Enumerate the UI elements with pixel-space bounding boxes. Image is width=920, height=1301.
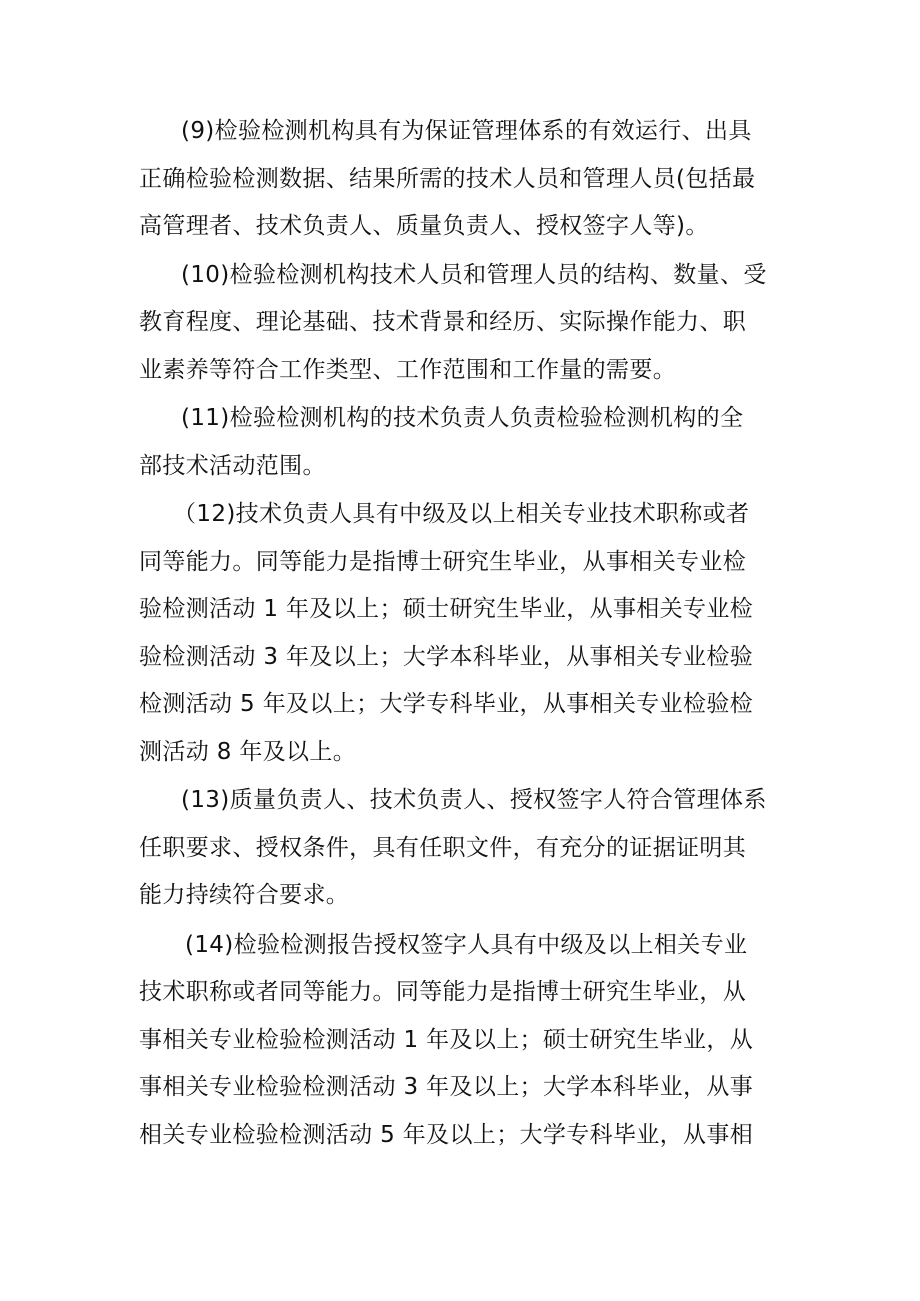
paragraph-10 [139,252,789,395]
paragraph-line: 验检测活动 1 年及以上；硕士研究生毕业，从事相关专业检 [139,596,754,622]
paragraph-line: (14)检验检测报告授权签字人具有中级及以上相关专业 [185,931,748,958]
document-body [139,108,789,1159]
paragraph-11 [139,395,789,490]
paragraph-line: 检测活动 5 年及以上；大学专科毕业，从事相关专业检验检 [139,691,754,717]
paragraph-line: (9)检验检测机构具有为保证管理体系的有效运行、出具 [181,118,752,144]
paragraph-line: 技术职称或者同等能力。同等能力是指博士研究生毕业，从 [139,979,747,1005]
paragraph-line: (11)检验检测机构的技术负责人负责检验检测机构的全 [181,405,744,431]
paragraph-line: （12)技术负责人具有中级及以上相关专业技术职称或者 [173,501,750,527]
paragraph-line: 部技术活动范围。 [139,452,326,479]
paragraph-line: 任职要求、授权条件，具有任职文件，有充分的证据证明其 [139,834,747,861]
paragraph-line: 正确检验检测数据、结果所需的技术人员和管理人员(包括最 [139,165,756,192]
paragraph-12 [139,491,789,776]
paragraph-13 [139,777,789,920]
paragraph-line: 测活动 8 年及以上。 [139,738,357,765]
paragraph-line: 业素养等符合工作类型、工作范围和工作量的需要。 [139,356,677,383]
paragraph-line: 同等能力。同等能力是指博士研究生毕业，从事相关专业检 [139,548,747,575]
paragraph-14 [139,922,789,1160]
paragraph-line: (10)检验检测机构技术人员和管理人员的结构、数量、受 [181,261,767,288]
paragraph-line: 能力持续符合要求。 [139,882,350,908]
paragraph-line: 高管理者、技术负责人、质量负责人、授权签字人等)。 [139,213,709,239]
paragraph-line: 事相关专业检验检测活动 1 年及以上；硕士研究生毕业，从 [139,1026,754,1053]
paragraph-9 [139,108,789,251]
paragraph-line: 相关专业检验检测活动 5 年及以上；大学专科毕业，从事相 [139,1121,754,1148]
paragraph-line: (13)质量负责人、技术负责人、授权签字人符合管理体系 [181,787,767,813]
paragraph-line: 验检测活动 3 年及以上；大学本科毕业，从事相关专业检验 [139,643,754,670]
paragraph-line: 教育程度、理论基础、技术背景和经历、实际操作能力、职 [139,309,747,335]
paragraph-line: 事相关专业检验检测活动 3 年及以上；大学本科毕业，从事 [139,1074,754,1100]
